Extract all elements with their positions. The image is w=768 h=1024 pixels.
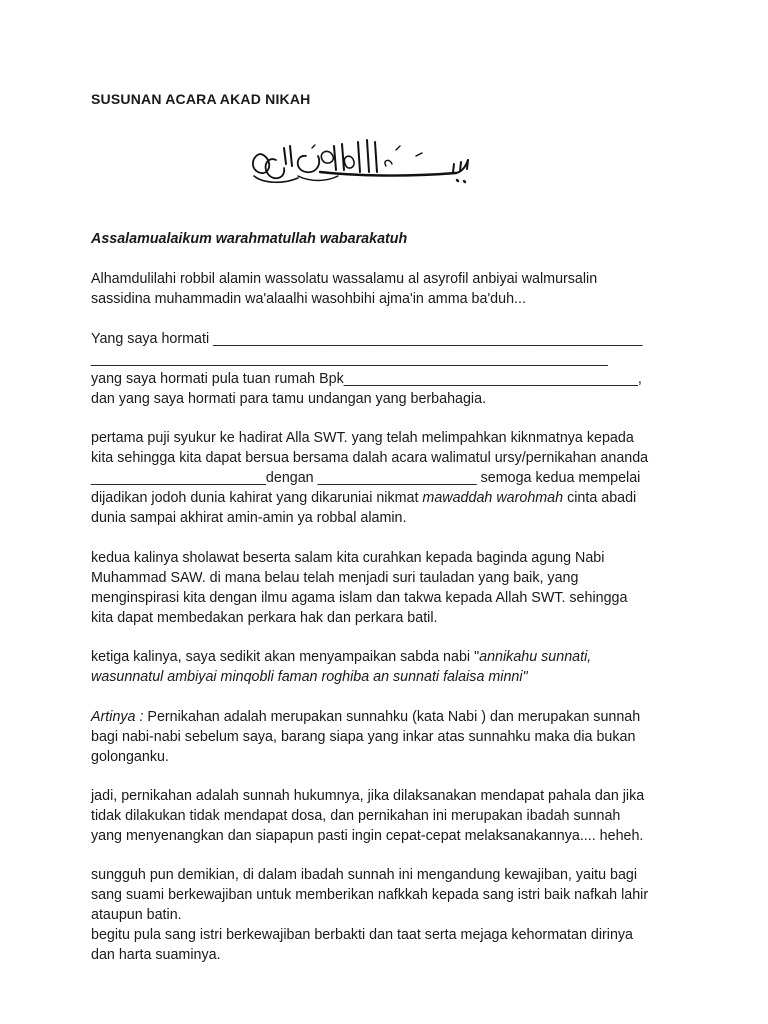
text-line: [91, 488, 691, 508]
greeting: Assalamualaikum warahmatullah wabarakatuh: [91, 231, 408, 247]
text-line: kita sehingga kita dapat bersua bersama dalah acara walimatul ursy/pernikahan ananda: [91, 450, 649, 466]
text-line: menginspirasi kita dengan ilmu agama islam dan takwa kepada Allah SWT. sehingga: [91, 590, 628, 606]
bismillah-calligraphy: [246, 136, 478, 188]
text-line: ______________________dengan ____________________ semoga kedua mempelai: [91, 470, 641, 486]
text-line: sang suami berkewajiban untuk memberikan nafkkah kepada sang istri baik nafkah lahir: [91, 887, 649, 903]
text-line: kedua kalinya sholawat beserta salam kita curahkan kepada baginda agung Nabi: [91, 550, 605, 566]
text-line: tidak dilakukan tidak mendapat dosa, dan pernikahan ini merupakan ibadah sunnah: [91, 808, 621, 824]
text-run: ketiga kalinya, saya sedikit akan menyampaikan sabda nabi ": [91, 649, 480, 665]
text-line: dunia sampai akhirat amin-amin ya robbal alamin.: [91, 510, 407, 526]
text-line: _________________________________________________________________: [91, 351, 608, 367]
text-line: sungguh pun demikian, di dalam ibadah sunnah ini mengandung kewajiban, yaitu bagi: [91, 867, 638, 883]
text-line: kita dapat membedakan perkara hak dan perkara batil.: [91, 610, 438, 626]
text-line: bagi nabi-nabi sebelum saya, barang siapa yang inkar atas sunnahku maka dia bukan: [91, 729, 636, 745]
text-line: yang saya hormati pula tuan rumah Bpk_____________________________________,: [91, 371, 642, 387]
italic-quote: wasunnatul ambiyai minqobli faman roghiba an sunnati falaisa minni": [91, 669, 528, 685]
text-line: begitu pula sang istri berkewajiban berbakti dan taat serta mejaga kehormatan dirinya: [91, 927, 634, 943]
text-line: sassidina muhammadin wa'alaalhi wasohbihi ajma'in amma ba'duh...: [91, 291, 526, 307]
text-run: cinta abadi: [563, 490, 637, 506]
text-run: Pernikahan adalah merupakan sunnahku (kata Nabi ) dan merupakan sunnah: [143, 709, 641, 725]
text-line: jadi, pernikahan adalah sunnah hukumnya, jika dilaksanakan mendapat pahala dan jika: [91, 788, 645, 804]
italic-quote: annikahu sunnati,: [479, 649, 592, 665]
text-line: dan yang saya hormati para tamu undangan yang berbahagia.: [91, 391, 487, 407]
text-line: yang menyenangkan dan siapapun pasti ingin cepat-cepat melaksanakannya.... heheh.: [91, 828, 644, 844]
text-run: dijadikan jodoh dunia kahirat yang dikaruniai nikmat: [91, 490, 423, 506]
text-line: golonganku.: [91, 749, 169, 765]
text-line: Alhamdulilahi robbil alamin wassolatu wassalamu al asyrofil anbiyai walmursalin: [91, 271, 598, 287]
text-line: dan harta suaminya.: [91, 947, 221, 963]
text-line: Muhammad SAW. di mana belau telah menjadi suri tauladan yang baik, yang: [91, 570, 579, 586]
italic-term: mawaddah warohmah: [422, 490, 564, 506]
text-line: ataupun batin.: [91, 907, 182, 923]
text-line: pertama puji syukur ke hadirat Alla SWT. yang telah melimpahkan kiknmatnya kepada: [91, 430, 634, 446]
document-title: SUSUNAN ACARA AKAD NIKAH: [91, 91, 311, 107]
artinya-label: Artinya :: [91, 709, 144, 725]
text-line: [91, 707, 691, 727]
text-line: Yang saya hormati ______________________________________________________: [91, 331, 643, 347]
text-line: [91, 647, 691, 667]
